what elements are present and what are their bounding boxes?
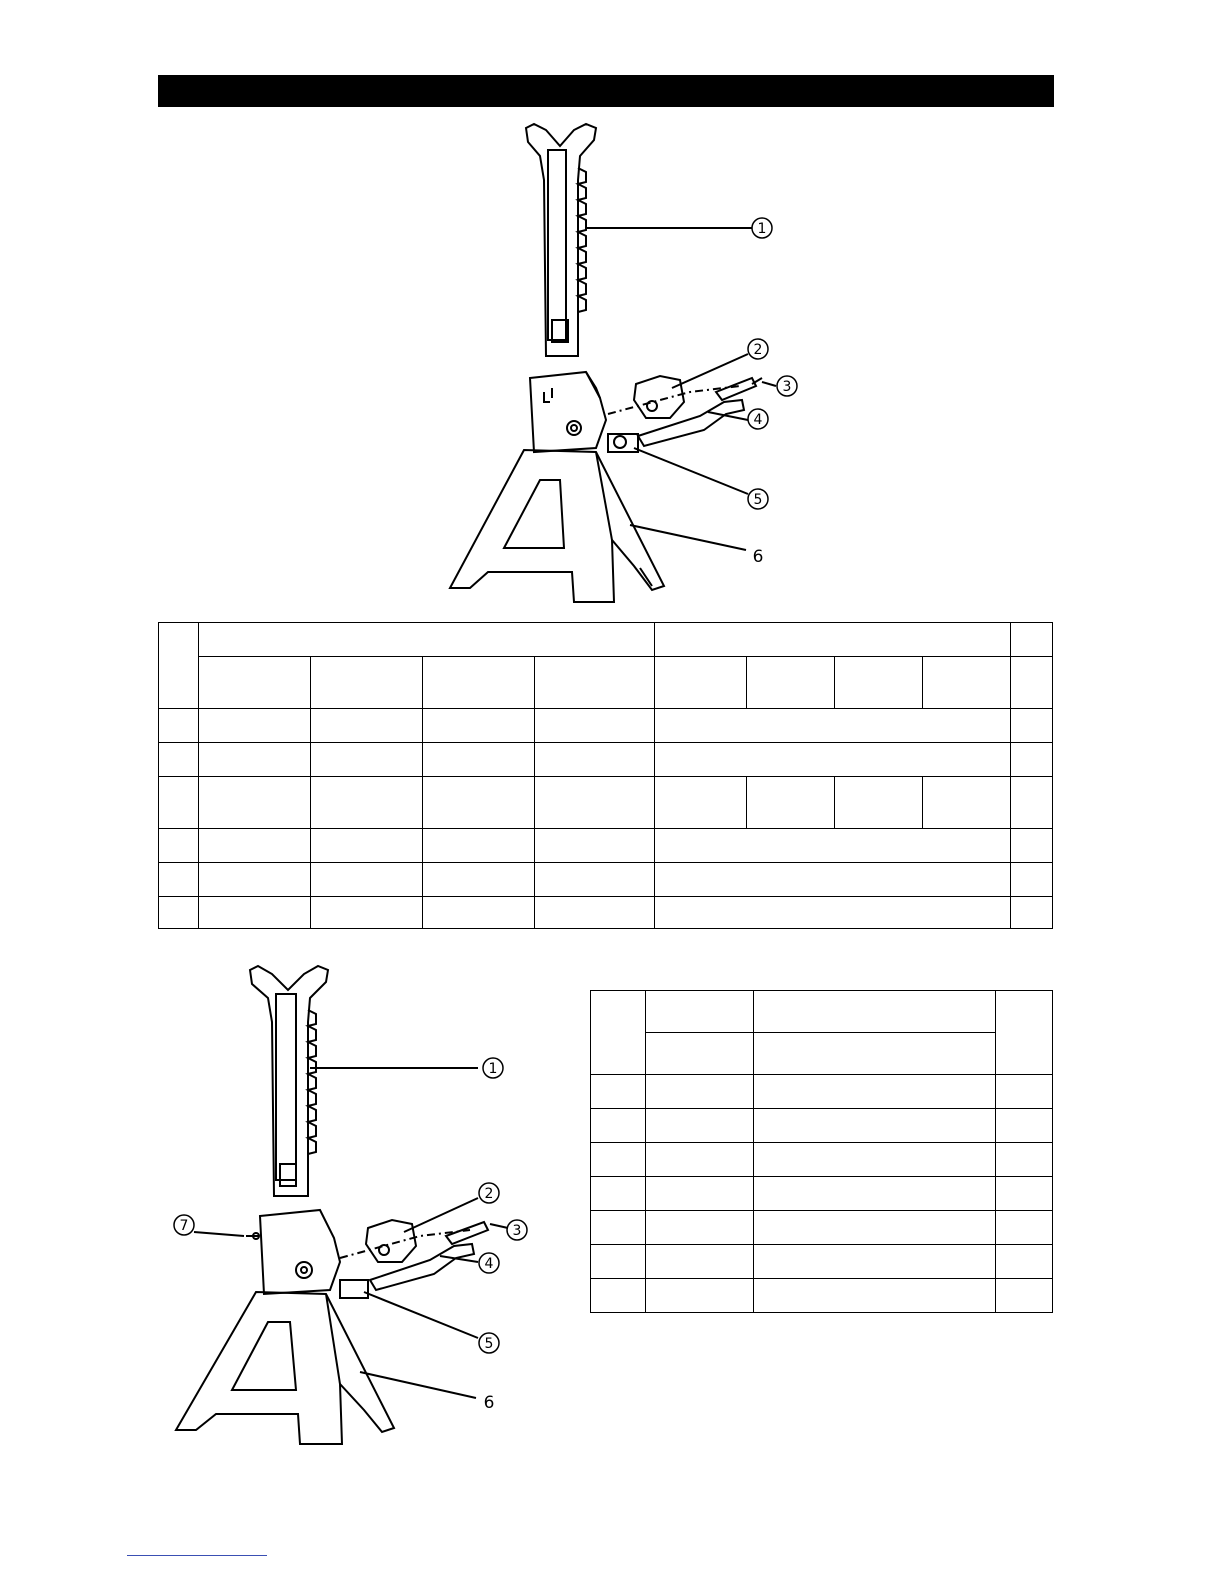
table-row	[591, 1245, 1053, 1279]
parts-cell	[591, 991, 646, 1075]
parts-cell	[754, 1033, 996, 1075]
callout-label-5: 5	[484, 1336, 494, 1352]
callout-label-2: 2	[753, 342, 763, 358]
pawl-part	[634, 376, 684, 418]
callout-label-3: 3	[782, 379, 792, 395]
callout-label-6: 6	[483, 1393, 495, 1413]
callout-label-2: 2	[484, 1186, 494, 1202]
spec-group-header	[655, 623, 1011, 657]
pawl-part	[366, 1220, 416, 1262]
ratchet-bar-part	[526, 124, 596, 356]
spec-cell	[835, 657, 923, 709]
spec-cell	[923, 657, 1011, 709]
table-row	[159, 709, 1053, 743]
table-row	[591, 1143, 1053, 1177]
table-row	[591, 1075, 1053, 1109]
callout-label-3: 3	[512, 1223, 522, 1239]
callout-label-6: 6	[752, 547, 764, 567]
table-row	[591, 1279, 1053, 1313]
spec-cell	[655, 657, 747, 709]
table-row	[159, 777, 1053, 829]
table-row	[591, 1109, 1053, 1143]
jack-stand-diagram-top	[440, 118, 800, 608]
footer-link-underline[interactable]	[127, 1555, 267, 1556]
table-row	[159, 863, 1053, 897]
parts-cell	[996, 991, 1053, 1075]
spec-group-header	[199, 623, 655, 657]
spec-cell	[199, 657, 311, 709]
callout-label-5: 5	[753, 492, 763, 508]
callout-label-4: 4	[753, 412, 763, 428]
table-row	[591, 1211, 1053, 1245]
specification-table	[158, 622, 1053, 929]
spec-cell	[1011, 657, 1053, 709]
stand-base-part	[176, 1292, 394, 1444]
parts-list-table	[590, 990, 1053, 1313]
spec-cell	[1011, 623, 1053, 657]
spec-cell	[311, 657, 423, 709]
stand-head-part	[246, 1210, 340, 1294]
table-row	[591, 1177, 1053, 1211]
spec-cell	[535, 657, 655, 709]
section-header-bar	[158, 75, 1054, 107]
parts-cell	[754, 991, 996, 1033]
spec-cell	[423, 657, 535, 709]
callout-label-1: 1	[757, 221, 767, 237]
callout-label-4: 4	[484, 1256, 494, 1272]
spec-cell	[747, 657, 835, 709]
stand-head-part	[530, 372, 606, 452]
table-row	[159, 743, 1053, 777]
spec-cell	[159, 623, 199, 709]
parts-cell	[646, 1033, 754, 1075]
jack-stand-diagram-bottom	[165, 958, 540, 1453]
table-row	[159, 897, 1053, 929]
ratchet-bar-part	[250, 966, 328, 1196]
parts-cell	[646, 991, 754, 1033]
callout-label-7: 7	[179, 1218, 189, 1234]
callout-label-1: 1	[488, 1061, 498, 1077]
table-row	[159, 829, 1053, 863]
